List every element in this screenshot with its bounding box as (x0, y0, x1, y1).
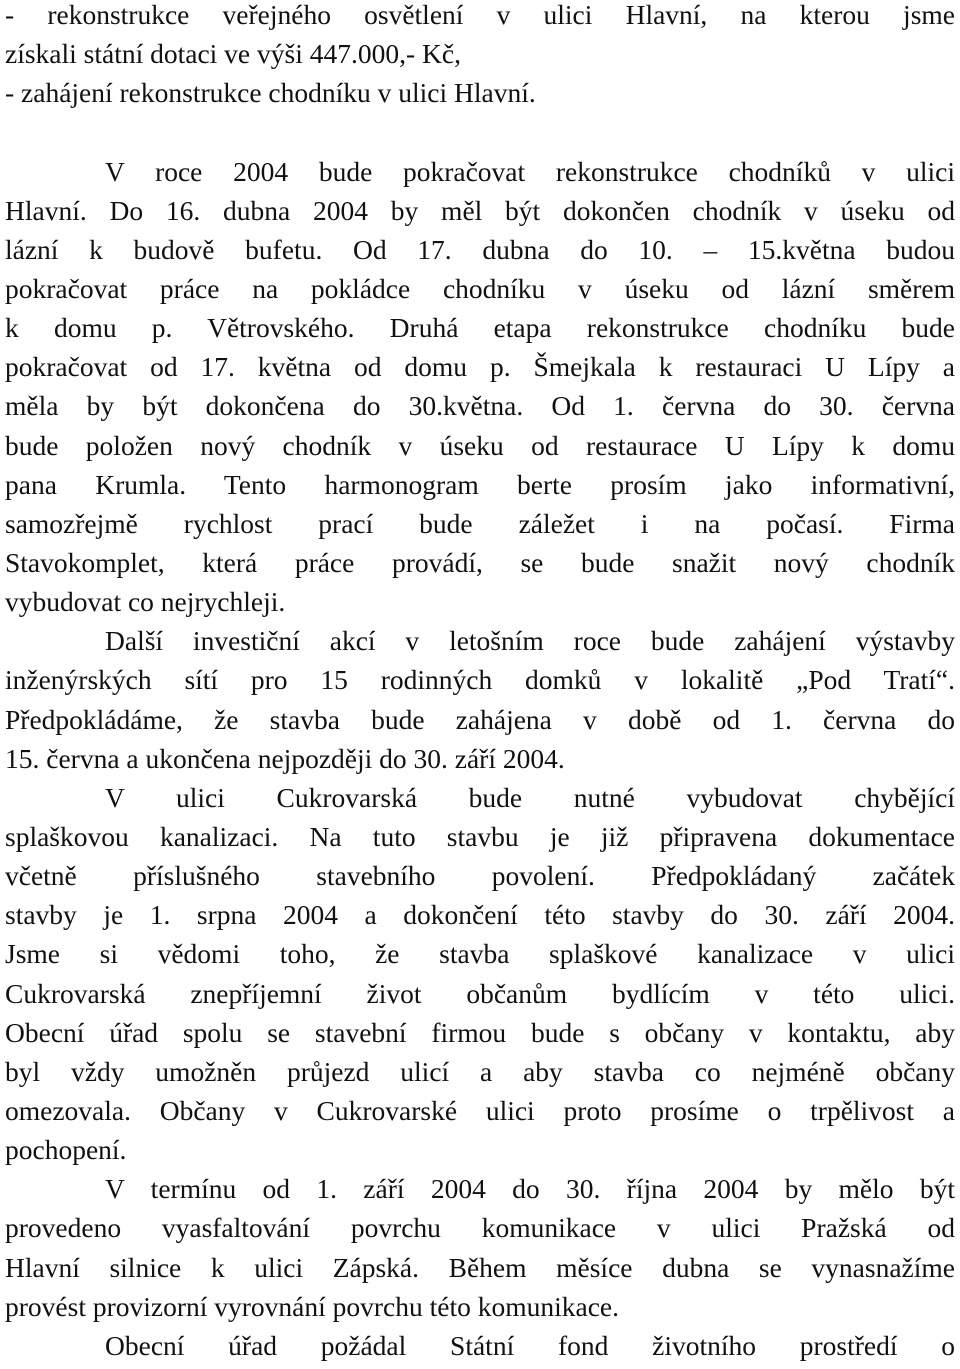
text-line: provedeno vyasfaltování povrchu komunikace v ulici Pražská od (5, 1212, 955, 1244)
text-line: omezovala. Občany v Cukrovarské ulici proto prosíme o trpělivost a (5, 1094, 955, 1126)
text-line: pana Krumla. Tento harmonogram berte prosím jako informativní, (5, 468, 955, 500)
text-line: samozřejmě rychlost prací bude záležet i na počasí. Firma (5, 507, 955, 539)
text-line: Stavokomplet, která práce provádí, se bude snažit nový chodník (5, 546, 955, 578)
text-line: inženýrských sítí pro 15 rodinných domků v lokalitě „Pod Tratí“. (5, 664, 955, 696)
text-line: lázní k budově bufetu. Od 17. dubna do 10. – 15.května budou (5, 233, 955, 265)
text-line: Obecní úřad spolu se stavební firmou bude s občany v kontaktu, aby (5, 1016, 955, 1048)
blank-line (5, 112, 955, 151)
text-line: pokračovat práce na pokládce chodníku v úseku od lázní směrem (5, 272, 955, 304)
text-line: V ulici Cukrovarská bude nutné vybudovat chybějící (105, 781, 955, 813)
text-line: měla by být dokončena do 30.května. Od 1. června do 30. června (5, 390, 955, 422)
text-line: - zahájení rekonstrukce chodníku v ulici Hlavní. (5, 77, 536, 109)
text-line: provést provizorní vyrovnání povrchu této komunikace. (5, 1290, 620, 1322)
text-line: vybudovat co nejrychleji. (5, 586, 286, 618)
text-line: stavby je 1. srpna 2004 a dokončení této stavby do 30. září 2004. (5, 899, 955, 931)
text-line: pokračovat od 17. května od domu p. Šmejkala k restauraci U Lípy a (5, 351, 955, 383)
text-line: - rekonstrukce veřejného osvětlení v ulici Hlavní, na kterou jsme (5, 0, 955, 30)
text-line: bude položen nový chodník v úseku od restaurace U Lípy k domu (5, 429, 955, 461)
text-line: Cukrovarská znepříjemní život občanům bydlícím v této ulici. (5, 977, 955, 1009)
text-line: Jsme si vědomi toho, že stavba splaškové kanalizace v ulici (5, 938, 955, 970)
text-line: V termínu od 1. září 2004 do 30. října 2004 by mělo být (105, 1173, 955, 1205)
text-line: V roce 2004 bude pokračovat rekonstrukce chodníků v ulici (105, 155, 955, 187)
text-line: Hlavní silnice k ulici Zápská. Během měsíce dubna se vynasnažíme (5, 1251, 955, 1283)
text-line: včetně příslušného stavebního povolení. Předpokládaný začátek (5, 860, 955, 892)
document-body (5, 0, 955, 1365)
text-line: Další investiční akcí v letošním roce bude zahájení výstavby (105, 625, 955, 657)
text-line: pochopení. (5, 1134, 127, 1166)
text-line: splaškovou kanalizaci. Na tuto stavbu je již připravena dokumentace (5, 820, 955, 852)
text-line: k domu p. Větrovského. Druhá etapa rekonstrukce chodníku bude (5, 312, 955, 344)
text-line: získali státní dotaci ve výši 447.000,- Kč, (5, 38, 461, 70)
text-line: byl vždy umožněn průjezd ulicí a aby stavba co nejméně občany (5, 1055, 955, 1087)
text-line: Obecní úřad požádal Státní fond životního prostředí o (105, 1329, 955, 1361)
text-line: Předpokládáme, že stavba bude zahájena v době od 1. června do (5, 703, 955, 735)
text-line: Hlavní. Do 16. dubna 2004 by měl být dokončen chodník v úseku od (5, 194, 955, 226)
text-line: 15. června a ukončena nejpozději do 30. září 2004. (5, 742, 565, 774)
